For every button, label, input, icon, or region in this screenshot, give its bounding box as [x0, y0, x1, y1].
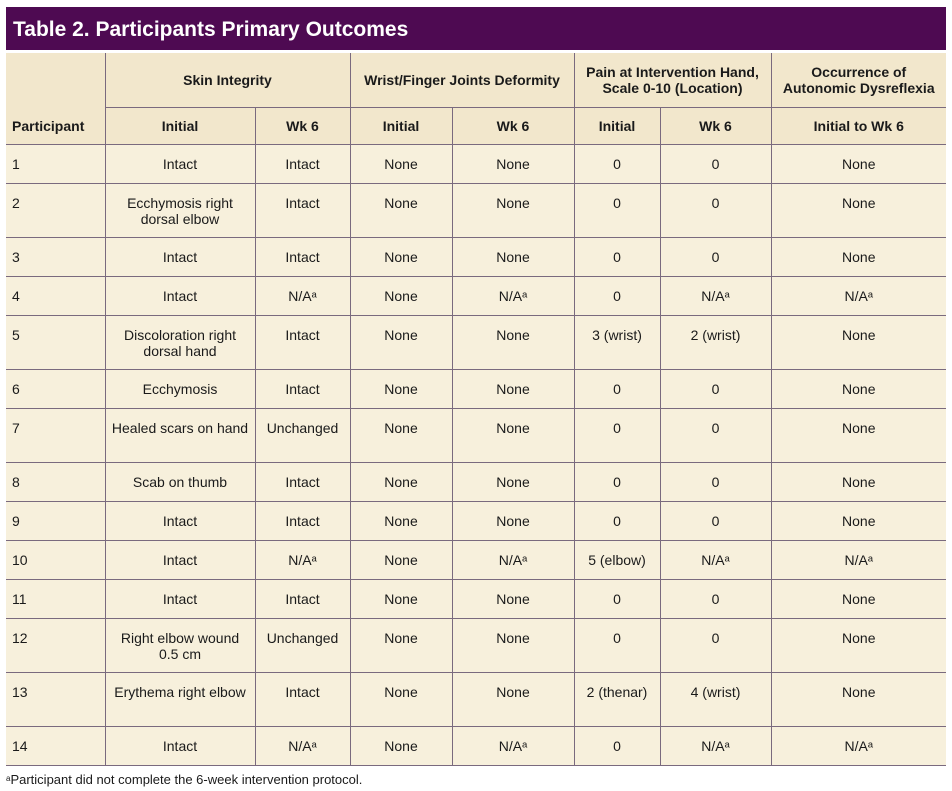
pain-wk6-cell: N/Aᵃ [660, 540, 771, 579]
pain-wk6-cell: 0 [660, 183, 771, 237]
autonomic-dysreflexia-header: Occurrence of Autonomic Dysreflexia [771, 53, 946, 107]
joint-wk6-cell: None [452, 462, 574, 501]
joint-wk6-cell: None [452, 369, 574, 408]
table-row [6, 237, 946, 276]
autonomic-cell: N/Aᵃ [771, 276, 946, 315]
skin-wk6-cell: Intact [255, 183, 350, 237]
skin-wk6-cell: Unchanged [255, 408, 350, 462]
joint-wk6-cell: None [452, 408, 574, 462]
participant-id-cell: 8 [6, 462, 105, 501]
pain-wk6-header: Wk 6 [660, 107, 771, 144]
participant-id-cell: 3 [6, 237, 105, 276]
table-row [6, 369, 946, 408]
skin-wk6-cell: Intact [255, 315, 350, 369]
table-row [6, 315, 946, 369]
pain-initial-cell: 0 [574, 144, 660, 183]
pain-wk6-cell: 0 [660, 408, 771, 462]
pain-initial-cell: 0 [574, 183, 660, 237]
table-footnote [6, 772, 362, 787]
participant-id-cell: 13 [6, 672, 105, 726]
participant-id-cell: 14 [6, 726, 105, 765]
outcomes-table [6, 53, 946, 766]
pain-initial-cell: 0 [574, 408, 660, 462]
pain-wk6-cell: 0 [660, 144, 771, 183]
skin-initial-cell: Intact [105, 276, 255, 315]
pain-wk6-cell: N/Aᵃ [660, 276, 771, 315]
joint-initial-cell: None [350, 237, 452, 276]
joint-wk6-cell: None [452, 237, 574, 276]
skin-initial-cell: Discoloration right dorsal hand [105, 315, 255, 369]
skin-initial-header: Initial [105, 107, 255, 144]
joint-initial-cell: None [350, 276, 452, 315]
skin-initial-cell: Ecchymosis right dorsal elbow [105, 183, 255, 237]
skin-wk6-cell: Intact [255, 462, 350, 501]
skin-initial-cell: Intact [105, 144, 255, 183]
footnote-marker: a [6, 774, 11, 783]
table-row [6, 579, 946, 618]
skin-initial-cell: Healed scars on hand [105, 408, 255, 462]
skin-wk6-cell: Unchanged [255, 618, 350, 672]
header-row-sub [6, 107, 946, 144]
table-row [6, 408, 946, 462]
participant-id-cell: 7 [6, 408, 105, 462]
joints-initial-header: Initial [350, 107, 452, 144]
skin-wk6-cell: Intact [255, 501, 350, 540]
joints-wk6-header: Wk 6 [452, 107, 574, 144]
joint-wk6-cell: None [452, 672, 574, 726]
joint-initial-cell: None [350, 672, 452, 726]
joint-initial-cell: None [350, 540, 452, 579]
participant-id-cell: 5 [6, 315, 105, 369]
pain-header: Pain at Intervention Hand, Scale 0-10 (Location) [574, 53, 771, 107]
pain-initial-cell: 3 (wrist) [574, 315, 660, 369]
skin-initial-cell: Intact [105, 540, 255, 579]
table-body [6, 144, 946, 765]
pain-wk6-cell: N/Aᵃ [660, 726, 771, 765]
pain-initial-cell: 0 [574, 726, 660, 765]
joint-initial-cell: None [350, 726, 452, 765]
autonomic-cell: None [771, 144, 946, 183]
table-row [6, 501, 946, 540]
pain-wk6-cell: 0 [660, 501, 771, 540]
skin-initial-cell: Ecchymosis [105, 369, 255, 408]
joints-deformity-header: Wrist/Finger Joints Deformity [350, 53, 574, 107]
skin-integrity-header: Skin Integrity [105, 53, 350, 107]
footnote-text: Participant did not complete the 6-week intervention protocol. [10, 772, 363, 787]
joint-wk6-cell: N/Aᵃ [452, 276, 574, 315]
autonomic-cell: None [771, 618, 946, 672]
header-row-groups [6, 53, 946, 107]
table-row [6, 726, 946, 765]
autonomic-cell: None [771, 672, 946, 726]
skin-initial-cell: Intact [105, 726, 255, 765]
joint-initial-cell: None [350, 408, 452, 462]
table-row [6, 183, 946, 237]
participant-id-cell: 10 [6, 540, 105, 579]
joint-initial-cell: None [350, 462, 452, 501]
pain-wk6-cell: 2 (wrist) [660, 315, 771, 369]
autonomic-cell: None [771, 408, 946, 462]
autonomic-cell: None [771, 183, 946, 237]
autonomic-cell: None [771, 369, 946, 408]
joint-wk6-cell: None [452, 183, 574, 237]
pain-initial-cell: 2 (thenar) [574, 672, 660, 726]
participant-id-cell: 4 [6, 276, 105, 315]
table-row [6, 540, 946, 579]
participant-id-cell: 11 [6, 579, 105, 618]
skin-wk6-cell: N/Aᵃ [255, 540, 350, 579]
pain-wk6-cell: 0 [660, 369, 771, 408]
skin-wk6-cell: Intact [255, 579, 350, 618]
participant-id-cell: 12 [6, 618, 105, 672]
skin-wk6-header: Wk 6 [255, 107, 350, 144]
joint-initial-cell: None [350, 183, 452, 237]
participant-id-cell: 1 [6, 144, 105, 183]
autonomic-cell: None [771, 579, 946, 618]
pain-wk6-cell: 4 (wrist) [660, 672, 771, 726]
autonomic-cell: N/Aᵃ [771, 540, 946, 579]
joint-initial-cell: None [350, 501, 452, 540]
pain-initial-cell: 0 [574, 462, 660, 501]
joint-wk6-cell: None [452, 144, 574, 183]
skin-initial-cell: Right elbow wound 0.5 cm [105, 618, 255, 672]
skin-wk6-cell: Intact [255, 672, 350, 726]
skin-initial-cell: Scab on thumb [105, 462, 255, 501]
pain-initial-cell: 5 (elbow) [574, 540, 660, 579]
skin-initial-cell: Intact [105, 237, 255, 276]
skin-initial-cell: Intact [105, 501, 255, 540]
pain-initial-cell: 0 [574, 369, 660, 408]
joint-wk6-cell: None [452, 315, 574, 369]
participant-id-cell: 6 [6, 369, 105, 408]
participant-id-cell: 2 [6, 183, 105, 237]
autonomic-cell: None [771, 315, 946, 369]
participant-header: Participant [6, 53, 105, 144]
pain-initial-cell: 0 [574, 237, 660, 276]
autonomic-range-header: Initial to Wk 6 [771, 107, 946, 144]
skin-initial-cell: Erythema right elbow [105, 672, 255, 726]
pain-wk6-cell: 0 [660, 462, 771, 501]
table-title: Table 2. Participants Primary Outcomes [6, 7, 946, 50]
joint-initial-cell: None [350, 618, 452, 672]
pain-initial-header: Initial [574, 107, 660, 144]
skin-wk6-cell: N/Aᵃ [255, 276, 350, 315]
skin-wk6-cell: Intact [255, 369, 350, 408]
joint-wk6-cell: None [452, 618, 574, 672]
participant-id-cell: 9 [6, 501, 105, 540]
skin-wk6-cell: Intact [255, 237, 350, 276]
pain-wk6-cell: 0 [660, 618, 771, 672]
joint-initial-cell: None [350, 315, 452, 369]
skin-wk6-cell: Intact [255, 144, 350, 183]
skin-initial-cell: Intact [105, 579, 255, 618]
joint-initial-cell: None [350, 579, 452, 618]
autonomic-cell: None [771, 462, 946, 501]
autonomic-cell: None [771, 501, 946, 540]
table-row [6, 672, 946, 726]
pain-wk6-cell: 0 [660, 579, 771, 618]
table-row [6, 618, 946, 672]
autonomic-cell: None [771, 237, 946, 276]
joint-initial-cell: None [350, 144, 452, 183]
table-row [6, 144, 946, 183]
autonomic-cell: N/Aᵃ [771, 726, 946, 765]
joint-initial-cell: None [350, 369, 452, 408]
joint-wk6-cell: N/Aᵃ [452, 726, 574, 765]
pain-initial-cell: 0 [574, 501, 660, 540]
pain-wk6-cell: 0 [660, 237, 771, 276]
joint-wk6-cell: N/Aᵃ [452, 540, 574, 579]
pain-initial-cell: 0 [574, 579, 660, 618]
joint-wk6-cell: None [452, 579, 574, 618]
skin-wk6-cell: N/Aᵃ [255, 726, 350, 765]
pain-initial-cell: 0 [574, 276, 660, 315]
pain-initial-cell: 0 [574, 618, 660, 672]
joint-wk6-cell: None [452, 501, 574, 540]
table-row [6, 462, 946, 501]
table-row [6, 276, 946, 315]
